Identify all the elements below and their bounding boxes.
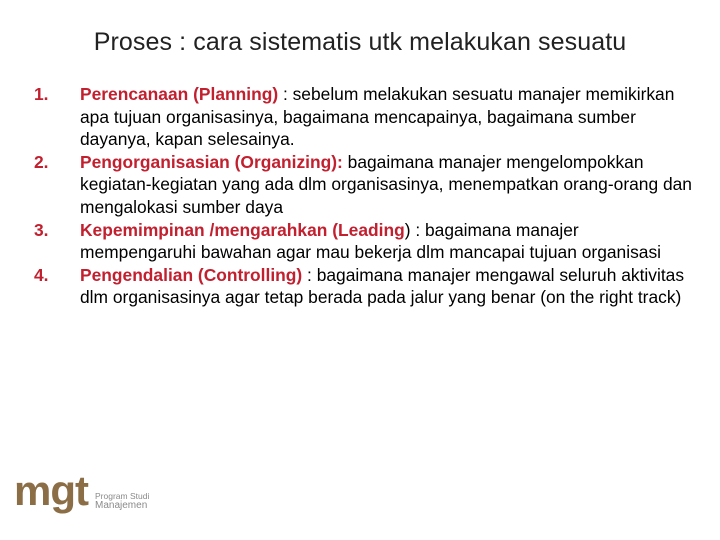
item-separator: : [278,84,293,104]
item-description: bagaimana manajer mengelompokkan kegiatan-kegiatan yang ada dlm organisasinya, menempatkan orang-orang dan mengalokasi sumber daya [80,151,692,217]
item-number: 3. [34,219,49,240]
list-item-organizing [34,151,694,219]
logo-line-department: Manajemen [95,500,148,511]
item-separator: ) : [404,219,425,240]
logo-subtitle [95,491,149,511]
item-term: Kepemimpinan /mengarahkan (Leading [80,219,405,240]
process-list [34,83,694,309]
item-term: Perencanaan (Planning) [80,84,279,104]
item-term: Pengendalian (Controlling) [80,264,303,285]
program-logo [14,467,164,520]
logo-mark: mgt [14,467,88,514]
item-term: Pengorganisasian (Organizing): [80,151,343,172]
item-number: 2. [34,151,49,172]
item-description: sebelum melakukan sesuatu manajer memikirkan apa tujuan organisasinya, bagaimana mencapainya, bagaimana sumber dayanya, kapan selesainya. [80,84,675,150]
list-item-leading [34,219,694,264]
item-description: bagaimana manajer mempengaruhi bawahan agar mau bekerja dlm mancapai tujuan organisasi [80,219,661,263]
slide-title: Proses : cara sistematis utk melakukan sesuatu [93,28,627,56]
list-item-planning [34,83,694,151]
item-number: 1. [34,84,49,104]
list-item-controlling [34,264,694,309]
item-separator: : [302,264,317,285]
logo-line-program: Program Studi [95,491,150,501]
item-number: 4. [34,264,49,285]
item-description: bagaimana manajer mengawal seluruh aktivitas dlm organisasinya agar tetap berada pada jalur yang benar (on the right track) [80,264,685,308]
